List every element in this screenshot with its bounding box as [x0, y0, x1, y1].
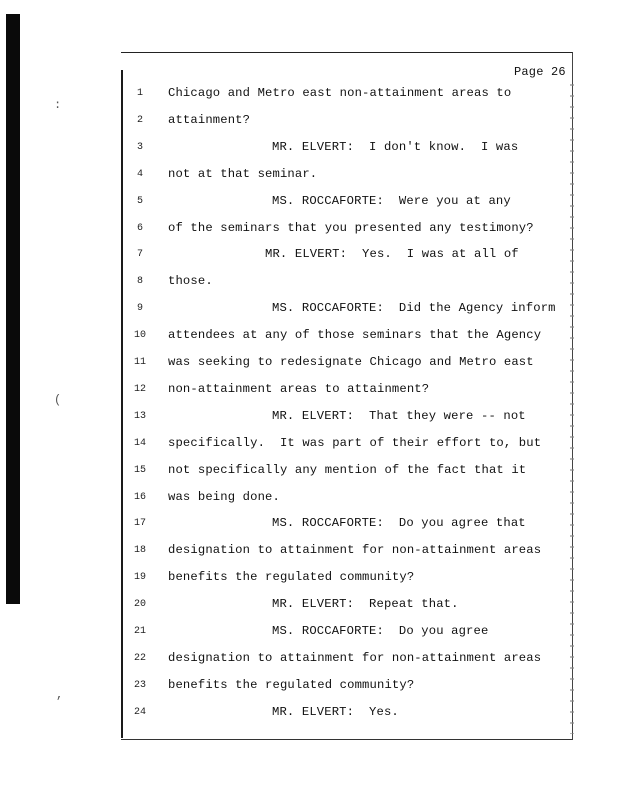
line-number: 14 [133, 437, 146, 449]
line-number: 10 [133, 330, 146, 342]
transcript-line: specifically. It was part of their effort to, but [168, 435, 542, 450]
transcript-line: benefits the regulated community? [168, 570, 415, 585]
line-number: 18 [133, 545, 146, 557]
transcript-line: Chicago and Metro east non-attainment areas to [168, 86, 512, 100]
line-number: 4 [136, 168, 143, 180]
line-number: 5 [136, 195, 143, 207]
transcript-line: designation to attainment for non-attainment areas [168, 650, 542, 665]
line-number: 22 [133, 652, 146, 664]
line-number: 21 [133, 626, 146, 637]
transcript-line: of the seminars that you presented any testimony? [168, 220, 534, 235]
margin-mark: , [56, 688, 64, 702]
transcript-line: was seeking to redesignate Chicago and Metro east [168, 355, 534, 369]
transcript-line: MR. ELVERT: Repeat that. [272, 597, 459, 612]
line-number: 16 [133, 491, 146, 503]
margin-mark: ( [54, 393, 62, 407]
transcript-line: attainment? [168, 112, 251, 127]
transcript-line: MS. ROCCAFORTE: Do you agree that [272, 516, 526, 531]
line-number: 3 [136, 141, 143, 153]
line-number: 13 [133, 410, 146, 422]
transcript-line: not at that seminar. [168, 166, 318, 181]
line-number: 19 [133, 572, 146, 584]
transcript-line: MS. ROCCAFORTE: Did the Agency inform [272, 301, 556, 316]
line-number: 12 [133, 383, 146, 395]
page-number: Page 26 [514, 65, 566, 79]
transcript-line: those. [168, 274, 213, 289]
transcript-line: MR. ELVERT: That they were -- not [272, 408, 526, 423]
margin-mark: : [54, 98, 62, 112]
transcript-line: MR. ELVERT: Yes. [272, 704, 399, 719]
transcript-line: benefits the regulated community? [168, 677, 415, 692]
line-number: 11 [133, 357, 146, 368]
transcript-line: attendees at any of those seminars that the Agency [168, 328, 542, 343]
line-number: 8 [136, 276, 143, 288]
line-number: 20 [133, 599, 146, 611]
transcript-line: MS. ROCCAFORTE: Do you agree [272, 624, 489, 638]
line-number: 2 [136, 114, 143, 126]
left-margin-rule [121, 70, 123, 738]
transcript-line: MS. ROCCAFORTE: Were you at any [272, 193, 511, 208]
transcript-line: MR. ELVERT: Yes. I was at all of [265, 247, 519, 262]
line-number: 15 [133, 464, 146, 476]
line-number: 23 [133, 679, 146, 691]
line-number: 17 [133, 518, 146, 530]
right-edge-speckle [570, 84, 574, 734]
line-number: 1 [136, 88, 143, 99]
line-number: 24 [133, 706, 146, 718]
line-number: 7 [136, 249, 143, 261]
transcript-line: MR. ELVERT: I don't know. I was [272, 139, 519, 154]
line-number: 9 [136, 303, 143, 315]
line-number: 6 [136, 222, 143, 234]
transcript-line: was being done. [168, 489, 280, 504]
scan-edge-bar [6, 14, 20, 604]
transcript-line: designation to attainment for non-attainment areas [168, 543, 542, 558]
transcript-line: non-attainment areas to attainment? [168, 381, 430, 396]
transcript-line: not specifically any mention of the fact that it [168, 462, 527, 477]
